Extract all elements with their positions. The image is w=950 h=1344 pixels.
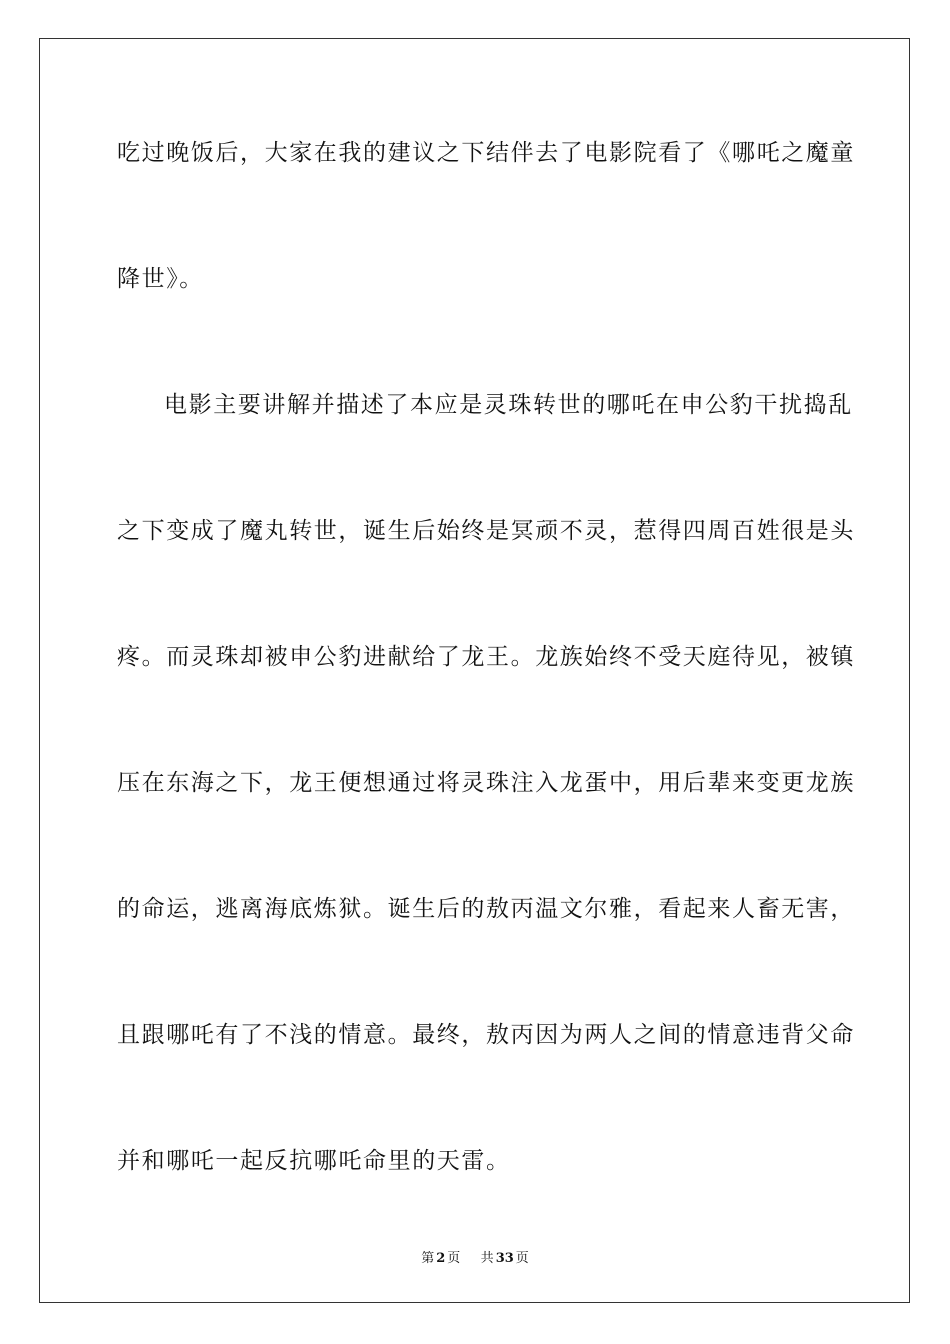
text-line-6: 压在东海之下，龙王便想通过将灵珠注入龙蛋中，用后辈来变更龙族 <box>117 770 855 796</box>
line-spacing <box>117 437 833 500</box>
line-spacing <box>117 1067 833 1130</box>
text-line-8: 且跟哪吒有了不浅的情意。最终，敖丙因为两人之间的情意违背父命 <box>117 1022 855 1048</box>
paragraph-spacing <box>117 311 833 374</box>
text-line-1: 吃过晚饭后，大家在我的建议之下结伴去了电影院看了《哪吒之魔童 <box>117 140 855 166</box>
line-spacing <box>117 689 833 752</box>
text-line-2: 降世》。 <box>117 266 204 292</box>
text-line-4: 之下变成了魔丸转世，诞生后始终是冥顽不灵，惹得四周百姓很是头 <box>117 518 855 544</box>
text-line-5: 疼。而灵珠却被申公豹进献给了龙王。龙族始终不受天庭待见，被镇 <box>117 644 855 670</box>
line-spacing <box>117 185 833 248</box>
line-spacing <box>117 815 833 878</box>
page-footer <box>0 1247 950 1266</box>
line-spacing <box>117 563 833 626</box>
total-pages-label: 共 33 页 <box>480 1251 529 1266</box>
text-line-7: 的命运，逃离海底炼狱。诞生后的敖丙温文尔雅，看起来人畜无害， <box>117 896 855 922</box>
document-body <box>117 122 855 1193</box>
page-number-label: 第 2 页 <box>421 1251 461 1266</box>
text-line-9: 并和哪吒一起反抗哪吒命里的天雷。 <box>117 1148 511 1174</box>
line-spacing <box>117 941 833 1004</box>
text-line-3: 电影主要讲解并描述了本应是灵珠转世的哪吒在申公豹干扰捣乱 <box>164 392 853 418</box>
